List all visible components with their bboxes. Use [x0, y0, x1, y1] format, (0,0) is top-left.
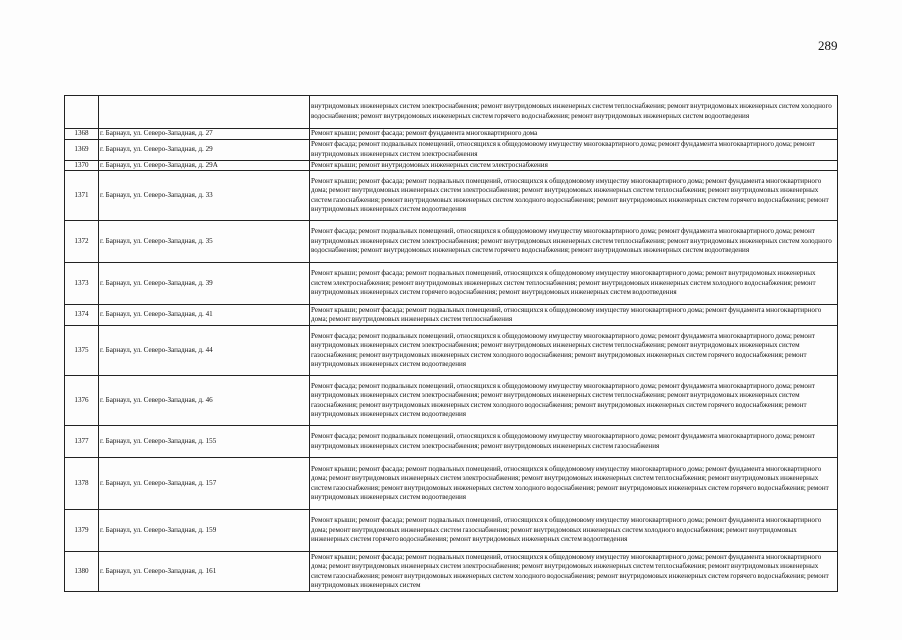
table-row — [65, 376, 838, 426]
row-number: 1369 — [65, 139, 99, 160]
table-row — [65, 305, 838, 326]
row-works: Ремонт крыши; ремонт фасада; ремонт фундамента многоквартирного дома — [310, 129, 838, 140]
repair-register-table — [64, 95, 838, 592]
row-address: г. Барнаул, ул. Северо-Западная, д. 33 — [99, 171, 310, 221]
row-works: Ремонт фасада; ремонт подвальных помещений, относящихся к общедомовому имуществу многоквартирного дома; ремонт фундамента многоквартирного дома; ремонт внутридомовых инженерных систем электроснабжения; ремонт внутридомовых инженерных систем теплоснабжения; ремонт внутридомовых инженерных систем холодного водоснабжения; ремонт внутридомовых инженерных систем горячего водоснабжения; ремонт внутридомовых инженерных систем водоотведения — [310, 221, 838, 263]
row-address: г. Барнаул, ул. Северо-Западная, д. 44 — [99, 326, 310, 376]
table-row — [65, 263, 838, 305]
row-number — [65, 96, 99, 129]
table-row — [65, 426, 838, 458]
table-row — [65, 510, 838, 552]
row-address: г. Барнаул, ул. Северо-Западная, д. 29 — [99, 139, 310, 160]
row-works: Ремонт фасада; ремонт подвальных помещений, относящихся к общедомовому имуществу многоквартирного дома; ремонт фундамента многоквартирного дома; ремонт внутридомовых инженерных систем электроснабжения — [310, 139, 838, 160]
row-address: г. Барнаул, ул. Северо-Западная, д. 35 — [99, 221, 310, 263]
row-address: г. Барнаул, ул. Северо-Западная, д. 41 — [99, 305, 310, 326]
row-works: Ремонт крыши; ремонт фасада; ремонт подвальных помещений, относящихся к общедомовому имуществу многоквартирного дома; ремонт фундамента многоквартирного дома; ремонт внутридомовых инженерных систем электроснабжения; ремонт внутридомовых инженерных систем теплоснабжения; ремонт внутридомовых инженерных систем газоснабжения; ремонт внутридомовых инженерных систем холодного водоснабжения; ремонт внутридомовых инженерных систем горячего водоснабжения; ремонт внутридомовых инженерных систем водоотведения — [310, 171, 838, 221]
row-number: 1372 — [65, 221, 99, 263]
row-number: 1370 — [65, 160, 99, 171]
table-row — [65, 160, 838, 171]
row-address: г. Барнаул, ул. Северо-Западная, д. 155 — [99, 426, 310, 458]
row-number: 1368 — [65, 129, 99, 140]
row-works: Ремонт фасада; ремонт подвальных помещений, относящихся к общедомовому имуществу многоквартирного дома; ремонт фундамента многоквартирного дома; ремонт внутридомовых инженерных систем электроснабжения; ремонт внутридомовых инженерных систем теплоснабжения; ремонт внутридомовых инженерных систем газоснабжения; ремонт внутридомовых инженерных систем холодного водоснабжения; ремонт внутридомовых инженерных систем горячего водоснабжения; ремонт внутридомовых инженерных систем водоотведения — [310, 376, 838, 426]
row-works: Ремонт крыши; ремонт фасада; ремонт подвальных помещений, относящихся к общедомовому имуществу многоквартирного дома; ремонт внутридомовых инженерных систем электроснабжения; ремонт внутридомовых инженерных систем теплоснабжения; ремонт внутридомовых инженерных систем холодного водоснабжения; ремонт внутридомовых инженерных систем горячего водоснабжения; ремонт внутридомовых инженерных систем водоотведения — [310, 263, 838, 305]
row-number: 1371 — [65, 171, 99, 221]
row-number: 1380 — [65, 552, 99, 592]
table-row — [65, 139, 838, 160]
row-works: Ремонт крыши; ремонт внутридомовых инженерных систем электроснабжения — [310, 160, 838, 171]
row-works: Ремонт крыши; ремонт фасада; ремонт подвальных помещений, относящихся к общедомовому имуществу многоквартирного дома; ремонт фундамента многоквартирного дома; ремонт внутридомовых инженерных систем электроснабжения; ремонт внутридомовых инженерных систем теплоснабжения; ремонт внутридомовых инженерных систем газоснабжения; ремонт внутридомовых инженерных систем холодного водоснабжения; ремонт внутридомовых инженерных систем горячего водоснабжения; ремонт внутридомовых инженерных систем водоотведения — [310, 458, 838, 510]
table-row — [65, 96, 838, 129]
row-works: внутридомовых инженерных систем электроснабжения; ремонт внутридомовых инженерных систем теплоснабжения; ремонт внутридомовых инженерных систем холодного водоснабжения; ремонт внутридомовых инженерных систем горячего водоснабжения; ремонт внутридомовых инженерных систем водоотведения — [310, 96, 838, 129]
row-works: Ремонт крыши; ремонт фасада; ремонт подвальных помещений, относящихся к общедомовому имуществу многоквартирного дома; ремонт фундамента многоквартирного дома; ремонт внутридомовых инженерных систем теплоснабжения — [310, 305, 838, 326]
row-works: Ремонт фасада; ремонт подвальных помещений, относящихся к общедомовому имуществу многоквартирного дома; ремонт фундамента многоквартирного дома; ремонт внутридомовых инженерных систем электроснабжения; ремонт внутридомовых инженерных систем теплоснабжения; ремонт внутридомовых инженерных систем газоснабжения; ремонт внутридомовых инженерных систем холодного водоснабжения; ремонт внутридомовых инженерных систем горячего водоснабжения; ремонт внутридомовых инженерных систем водоотведения — [310, 326, 838, 376]
row-address: г. Барнаул, ул. Северо-Западная, д. 29А — [99, 160, 310, 171]
table-row — [65, 221, 838, 263]
page-number: 289 — [818, 38, 838, 53]
row-number: 1379 — [65, 510, 99, 552]
row-number: 1376 — [65, 376, 99, 426]
row-number: 1374 — [65, 305, 99, 326]
table-row — [65, 326, 838, 376]
row-address — [99, 96, 310, 129]
row-works: Ремонт фасада; ремонт подвальных помещений, относящихся к общедомовому имуществу многоквартирного дома; ремонт фундамента многоквартирного дома; ремонт внутридомовых инженерных систем электроснабжения; ремонт внутридомовых инженерных систем газоснабжения — [310, 426, 838, 458]
row-number: 1378 — [65, 458, 99, 510]
table-row — [65, 552, 838, 592]
row-address: г. Барнаул, ул. Северо-Западная, д. 161 — [99, 552, 310, 592]
table-row — [65, 458, 838, 510]
table-row — [65, 171, 838, 221]
row-address: г. Барнаул, ул. Северо-Западная, д. 159 — [99, 510, 310, 552]
row-number: 1375 — [65, 326, 99, 376]
table-row — [65, 129, 838, 140]
row-address: г. Барнаул, ул. Северо-Западная, д. 39 — [99, 263, 310, 305]
row-address: г. Барнаул, ул. Северо-Западная, д. 157 — [99, 458, 310, 510]
row-works: Ремонт крыши; ремонт фасада; ремонт подвальных помещений, относящихся к общедомовому имуществу многоквартирного дома; ремонт фундамента многоквартирного дома; ремонт внутридомовых инженерных систем электроснабжения; ремонт внутридомовых инженерных систем теплоснабжения; ремонт внутридомовых инженерных систем газоснабжения; ремонт внутридомовых инженерных систем холодного водоснабжения; ремонт внутридомовых инженерных систем горячего водоснабжения; ремонт внутридомовых инженерных систем — [310, 552, 838, 592]
row-works: Ремонт крыши; ремонт фасада; ремонт подвальных помещений, относящихся к общедомовому имуществу многоквартирного дома; ремонт фундамента многоквартирного дома; ремонт внутридомовых инженерных систем газоснабжения; ремонт внутридомовых инженерных систем холодного водоснабжения; ремонт внутридомовых инженерных систем горячего водоснабжения; ремонт внутридомовых инженерных систем водоотведения — [310, 510, 838, 552]
row-address: г. Барнаул, ул. Северо-Западная, д. 27 — [99, 129, 310, 140]
row-address: г. Барнаул, ул. Северо-Западная, д. 46 — [99, 376, 310, 426]
row-number: 1377 — [65, 426, 99, 458]
row-number: 1373 — [65, 263, 99, 305]
